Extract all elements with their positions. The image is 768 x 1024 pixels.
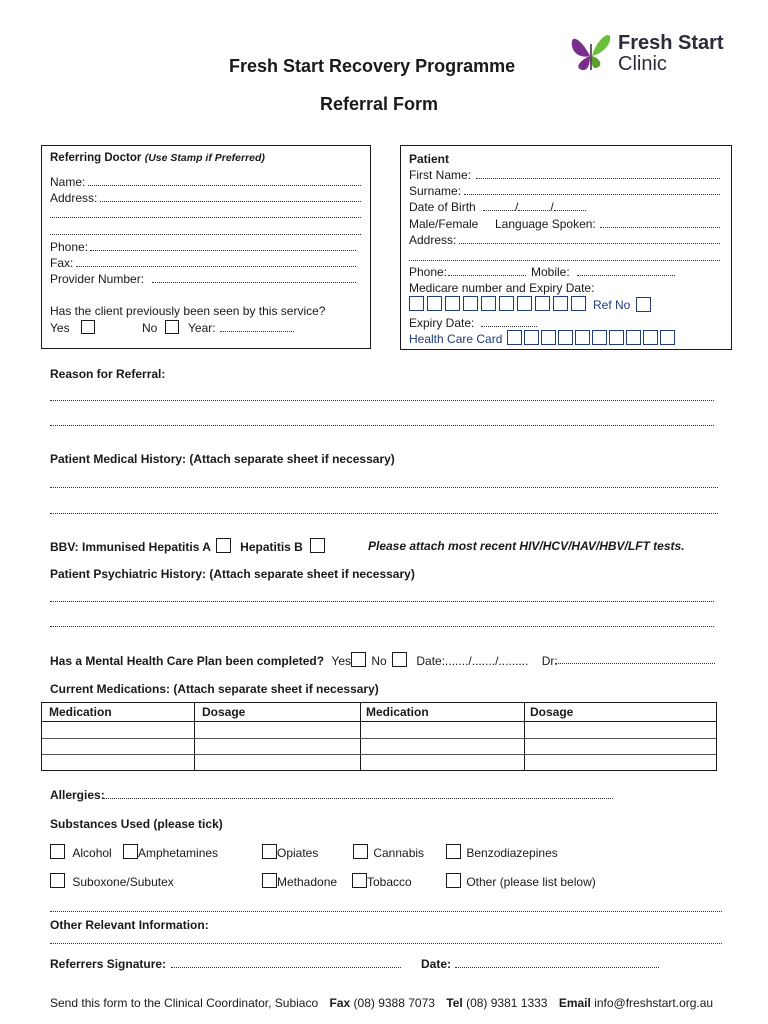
cannabis-checkbox[interactable] bbox=[353, 844, 368, 859]
allergies-field[interactable] bbox=[103, 798, 613, 799]
substance-suboxone[interactable] bbox=[50, 873, 174, 889]
med-header-dosage-2: Dosage bbox=[530, 705, 574, 719]
tobacco-checkbox[interactable] bbox=[352, 873, 367, 888]
footer-send-to: Send this form to the Clinical Coordinator, Subiaco bbox=[50, 996, 319, 1010]
psych-history-heading: Patient Psychiatric History: (Attach separate sheet if necessary) bbox=[50, 567, 415, 581]
current-meds-heading: Current Medications: (Attach separate sheet if necessary) bbox=[50, 682, 379, 696]
med-header-medication-1: Medication bbox=[49, 705, 112, 719]
medicare-digit-9[interactable] bbox=[553, 296, 568, 311]
mhcp-dr-field[interactable] bbox=[555, 663, 715, 664]
programme-title: Fresh Start Recovery Programme bbox=[229, 56, 516, 76]
patient-heading: Patient bbox=[409, 152, 450, 166]
benzodiazepines-label: Benzodiazepines bbox=[466, 846, 558, 860]
mhcp-no-checkbox[interactable] bbox=[392, 652, 407, 667]
mhcp-dr-label: Dr: bbox=[541, 654, 558, 668]
dob-day-field[interactable] bbox=[483, 210, 515, 211]
bbv-group bbox=[50, 538, 325, 554]
medicare-digit-boxes bbox=[409, 296, 586, 311]
med-row-2[interactable] bbox=[42, 754, 716, 755]
signature-field[interactable] bbox=[171, 967, 401, 968]
doctor-phone-field[interactable] bbox=[90, 250, 356, 251]
seen-yes-checkbox[interactable] bbox=[81, 320, 95, 334]
doctor-address-field[interactable] bbox=[100, 201, 361, 202]
patient-address-label: Address: bbox=[409, 233, 457, 247]
medication-table bbox=[41, 702, 717, 771]
hep-b-checkbox[interactable] bbox=[310, 538, 325, 553]
health-card-digit-7[interactable] bbox=[609, 330, 624, 345]
suboxone-label: Suboxone/Subutex bbox=[72, 875, 174, 889]
substances-heading: Substances Used (please tick) bbox=[50, 817, 223, 831]
methadone-checkbox[interactable] bbox=[262, 873, 277, 888]
medical-history-heading: Patient Medical History: (Attach separate sheet if necessary) bbox=[50, 452, 395, 466]
medicare-digit-3[interactable] bbox=[445, 296, 460, 311]
substance-amphetamines[interactable] bbox=[123, 844, 218, 860]
opiates-label: Opiates bbox=[277, 846, 319, 860]
doctor-provider-field[interactable] bbox=[152, 282, 356, 283]
footer-tel: (08) 9381 1333 bbox=[466, 996, 548, 1010]
health-card-digit-4[interactable] bbox=[558, 330, 573, 345]
benzodiazepines-checkbox[interactable] bbox=[446, 844, 461, 859]
health-card-digit-2[interactable] bbox=[524, 330, 539, 345]
doctor-fax-field[interactable] bbox=[76, 266, 356, 267]
med-col-divider-3 bbox=[524, 703, 525, 770]
doctor-heading bbox=[50, 149, 265, 167]
patient-surname-field[interactable] bbox=[464, 194, 720, 195]
logo-line1: Fresh Start bbox=[618, 32, 724, 54]
doctor-phone-label: Phone: bbox=[50, 240, 89, 254]
health-card-boxes bbox=[507, 330, 675, 345]
doctor-name-label: Name: bbox=[50, 175, 86, 189]
tobacco-label: Tobacco bbox=[367, 875, 412, 889]
patient-phone-label: Phone: bbox=[409, 265, 448, 279]
substance-opiates[interactable] bbox=[262, 844, 318, 860]
mhcp-no-label: No bbox=[371, 654, 387, 668]
med-header-rule bbox=[42, 721, 716, 722]
other-substances-line[interactable] bbox=[50, 911, 722, 912]
patient-medicare-label: Medicare number and Expiry Date: bbox=[409, 281, 595, 295]
med-col-divider-2 bbox=[360, 703, 361, 770]
seen-year-field[interactable] bbox=[220, 331, 294, 332]
doctor-provider-label: Provider Number: bbox=[50, 272, 145, 286]
hep-b-label: Hepatitis B bbox=[240, 540, 303, 554]
substance-other[interactable] bbox=[446, 873, 596, 889]
patient-expiry-field[interactable] bbox=[481, 326, 537, 327]
medical-history-line-2[interactable] bbox=[50, 513, 718, 514]
footer-fax: (08) 9388 7073 bbox=[353, 996, 435, 1010]
mhcp-yes-label: Yes bbox=[331, 654, 351, 668]
mhcp-yes-checkbox[interactable] bbox=[351, 652, 366, 667]
psych-history-line-2[interactable] bbox=[50, 626, 714, 627]
substance-cannabis[interactable] bbox=[353, 844, 424, 860]
patient-first-name-field[interactable] bbox=[476, 178, 720, 179]
footer-email-label: Email bbox=[558, 996, 591, 1010]
substance-methadone[interactable] bbox=[262, 873, 337, 889]
health-card-digit-10[interactable] bbox=[660, 330, 675, 345]
patient-dob-group bbox=[409, 200, 586, 214]
substance-benzodiazepines[interactable] bbox=[446, 844, 558, 860]
dob-separator-2: / bbox=[550, 200, 554, 214]
ref-no-label: Ref No bbox=[593, 298, 631, 312]
doctor-heading-label: Referring Doctor bbox=[50, 152, 142, 164]
health-card-digit-1[interactable] bbox=[507, 330, 522, 345]
substance-tobacco[interactable] bbox=[352, 873, 412, 889]
mhcp-question: Has a Mental Health Care Plan been completed? bbox=[50, 654, 325, 668]
referring-doctor-box bbox=[41, 145, 371, 349]
other-checkbox[interactable] bbox=[446, 873, 461, 888]
health-card-digit-6[interactable] bbox=[592, 330, 607, 345]
substance-alcohol[interactable] bbox=[50, 844, 112, 860]
patient-sex-label: Male/Female bbox=[409, 217, 479, 231]
doctor-fax-label: Fax: bbox=[50, 256, 74, 270]
ref-no-box[interactable] bbox=[636, 297, 651, 312]
psych-history-line-1[interactable] bbox=[50, 601, 714, 602]
medicare-digit-5[interactable] bbox=[481, 296, 496, 311]
patient-address-line2[interactable] bbox=[409, 260, 720, 261]
form-title: Referral Form bbox=[320, 94, 439, 114]
seen-no-group bbox=[142, 320, 179, 335]
seen-year-label: Year: bbox=[188, 321, 216, 335]
other-info-line[interactable] bbox=[50, 943, 722, 944]
seen-yes-label: Yes bbox=[50, 321, 70, 335]
health-card-digit-3[interactable] bbox=[541, 330, 556, 345]
dob-month-field[interactable] bbox=[518, 210, 550, 211]
mhcp-group bbox=[50, 652, 558, 668]
patient-address-field[interactable] bbox=[459, 243, 720, 244]
footer-tel-label: Tel bbox=[446, 996, 463, 1010]
amphetamines-checkbox[interactable] bbox=[123, 844, 138, 859]
bbv-hep-a-label: BBV: Immunised Hepatitis A bbox=[50, 540, 211, 554]
reason-line-2[interactable] bbox=[50, 425, 714, 426]
other-info-heading: Other Relevant Information: bbox=[50, 918, 209, 932]
footer bbox=[50, 996, 713, 1010]
doctor-heading-note: (Use Stamp if Preferred) bbox=[144, 152, 265, 164]
methadone-label: Methadone bbox=[277, 875, 338, 889]
patient-mobile-field[interactable] bbox=[577, 275, 675, 276]
health-card-label: Health Care Card bbox=[409, 332, 503, 346]
signature-label: Referrers Signature: bbox=[50, 957, 167, 971]
patient-mobile-label: Mobile: bbox=[531, 265, 570, 279]
patient-expiry-label: Expiry Date: bbox=[409, 316, 475, 330]
reason-heading: Reason for Referral: bbox=[50, 367, 166, 381]
opiates-checkbox[interactable] bbox=[262, 844, 277, 859]
patient-first-name-label: First Name: bbox=[409, 168, 472, 182]
patient-surname-label: Surname: bbox=[409, 184, 462, 198]
patient-dob-label: Date of Birth bbox=[409, 200, 476, 214]
footer-email[interactable]: info@freshstart.org.au bbox=[594, 996, 714, 1010]
med-header-medication-2: Medication bbox=[366, 705, 429, 719]
medicare-digit-7[interactable] bbox=[517, 296, 532, 311]
alcohol-label: Alcohol bbox=[72, 846, 112, 860]
medicare-digit-4[interactable] bbox=[463, 296, 478, 311]
med-col-divider-1 bbox=[194, 703, 195, 770]
allergies-label: Allergies: bbox=[50, 788, 105, 802]
medicare-digit-6[interactable] bbox=[499, 296, 514, 311]
med-row-1[interactable] bbox=[42, 738, 716, 739]
suboxone-checkbox[interactable] bbox=[50, 873, 65, 888]
medicare-digit-10[interactable] bbox=[571, 296, 586, 311]
patient-language-field[interactable] bbox=[600, 227, 720, 228]
seen-no-label: No bbox=[142, 321, 158, 335]
medicare-digit-1[interactable] bbox=[409, 296, 424, 311]
medicare-digit-2[interactable] bbox=[427, 296, 442, 311]
logo-line2: Clinic bbox=[618, 53, 667, 75]
doctor-address-line3[interactable] bbox=[50, 234, 361, 235]
footer-fax-label: Fax bbox=[329, 996, 351, 1010]
butterfly-logo-icon bbox=[566, 26, 616, 76]
patient-language-label: Language Spoken: bbox=[495, 217, 596, 231]
medicare-digit-8[interactable] bbox=[535, 296, 550, 311]
alcohol-checkbox[interactable] bbox=[50, 844, 65, 859]
health-card-digit-9[interactable] bbox=[643, 330, 658, 345]
seen-yes-group bbox=[50, 320, 95, 335]
doctor-address-label: Address: bbox=[50, 191, 98, 205]
date-label: Date: bbox=[421, 957, 452, 971]
health-card-digit-5[interactable] bbox=[575, 330, 590, 345]
doctor-address-line2[interactable] bbox=[50, 217, 361, 218]
dob-year-field[interactable] bbox=[554, 210, 586, 211]
other-label: Other (please list below) bbox=[466, 875, 596, 889]
date-field[interactable] bbox=[455, 967, 659, 968]
cannabis-label: Cannabis bbox=[373, 846, 425, 860]
dob-separator-1: / bbox=[515, 200, 519, 214]
medical-history-line-1[interactable] bbox=[50, 487, 718, 488]
amphetamines-label: Amphetamines bbox=[138, 846, 219, 860]
patient-phone-field[interactable] bbox=[448, 275, 526, 276]
doctor-name-field[interactable] bbox=[88, 185, 361, 186]
med-header-dosage-1: Dosage bbox=[202, 705, 246, 719]
seen-question: Has the client previously been seen by this service? bbox=[50, 304, 326, 318]
reason-line-1[interactable] bbox=[50, 400, 714, 401]
seen-no-checkbox[interactable] bbox=[165, 320, 179, 334]
hep-a-checkbox[interactable] bbox=[216, 538, 231, 553]
bbv-note: Please attach most recent HIV/HCV/HAV/HBV/LFT tests. bbox=[368, 539, 685, 553]
health-card-digit-8[interactable] bbox=[626, 330, 641, 345]
mhcp-date-label: Date:......./......./......... bbox=[416, 654, 529, 668]
